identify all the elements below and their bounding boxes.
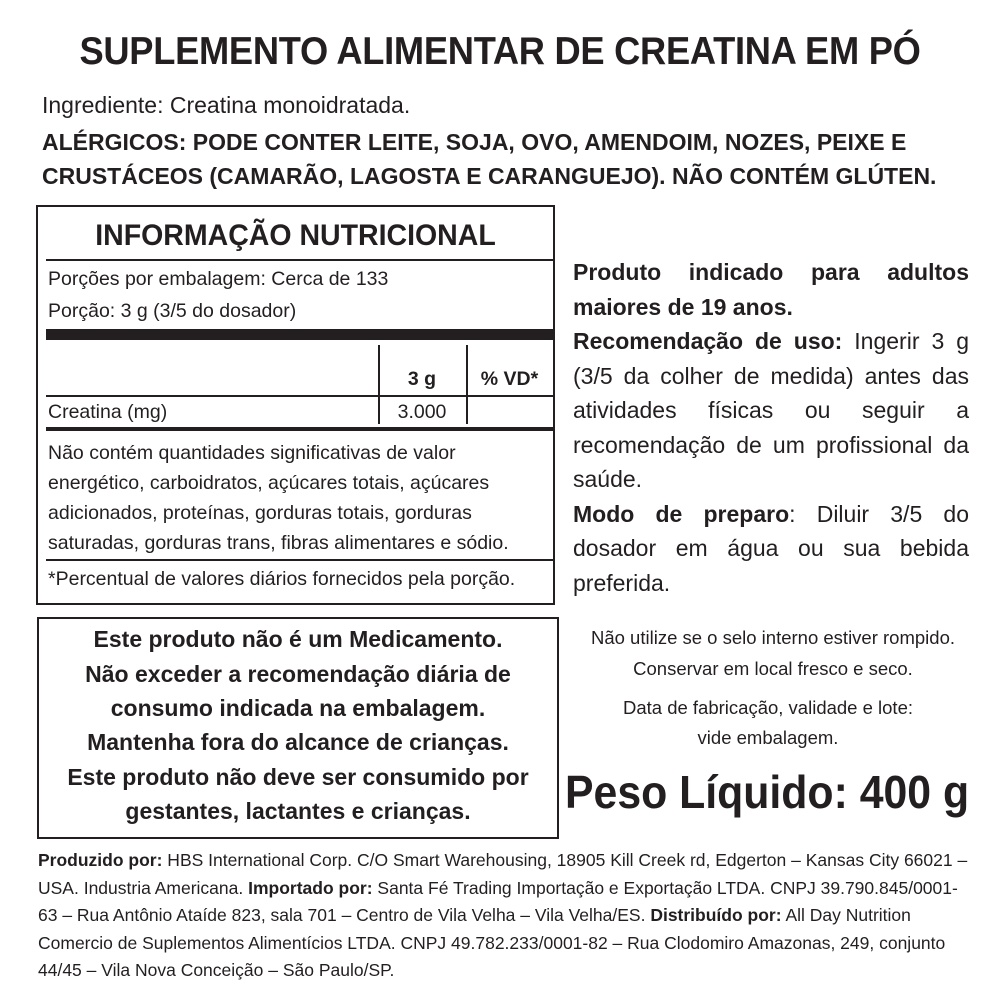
warning-line: Não exceder a recomendação diária de — [85, 661, 511, 687]
not-significant-line: Não contém quantidades significativas de valor — [48, 442, 456, 464]
indication-text: Produto indicado para adultos maiores de 19 anos. — [573, 259, 969, 320]
not-significant-line: adicionados, proteínas, gorduras totais, gorduras — [48, 502, 472, 524]
prep-text: : Diluir 3/5 do dosador em água ou sua bebida preferida. — [573, 500, 970, 596]
product-title: SUPLEMENTO ALIMENTAR DE CREATINA EM PÓ — [79, 30, 921, 73]
not-significant-line: saturadas, gorduras trans, fibras alimentares e sódio. — [48, 532, 509, 554]
prep-label: Modo de preparo — [573, 500, 790, 527]
date-note-2: vide embalagem. — [697, 727, 839, 748]
nutrition-footnote: *Percentual de valores diários fornecidos pela porção. — [48, 568, 516, 590]
warning-box — [37, 617, 559, 839]
storage-note: Conservar em local fresco e seco. — [633, 658, 913, 679]
divider — [46, 395, 553, 397]
produced-text: HBS International Corp. C/O Smart Warehousing, 18905 Kill Creek rd, Edgerton – Kansas City 66021 – USA. Industria Americana. — [38, 850, 968, 898]
warning-line: Este produto não deve ser consumido por — [67, 764, 529, 790]
manufacturer-info — [38, 847, 968, 985]
divider — [46, 259, 553, 261]
column-header-amount: 3 g — [407, 368, 437, 390]
net-weight: Peso Líquido: 400 g — [565, 766, 970, 818]
not-significant-text — [48, 438, 543, 558]
imported-label: Importado por: — [248, 877, 373, 898]
seal-warning: Não utilize se o selo interno estiver rompido. — [590, 627, 955, 648]
nutrition-table — [36, 205, 555, 605]
warning-line: Este produto não é um Medicamento. — [93, 626, 503, 652]
serving-size: Porção: 3 g (3/5 do dosador) — [48, 300, 297, 322]
column-header-vd: % VD* — [480, 368, 539, 390]
nutrition-title: INFORMAÇÃO NUTRICIONAL — [95, 219, 496, 252]
thick-divider — [46, 329, 553, 340]
distributed-text: All Day Nutrition Comercio de Suplementos Alimentícios LTDA. CNPJ 49.782.233/0001-82 – Rua Clodomiro Amazonas, 249, conjunto 44/45 – Vila Nova Conceição – São Paulo/SP. — [38, 905, 946, 980]
allergens-line-1: ALÉRGICOS: PODE CONTER LEITE, SOJA, OVO, AMENDOIM, NOZES, PEIXE E — [42, 129, 907, 155]
allergens-line-2: CRUSTÁCEOS (CAMARÃO, LAGOSTA E CARANGUEJO). NÃO CONTÉM GLÚTEN. — [42, 163, 937, 189]
nutrient-name: Creatina (mg) — [48, 401, 168, 423]
distributed-label: Distribuído por: — [650, 905, 782, 925]
servings-per-package: Porções por embalagem: Cerca de 133 — [48, 268, 389, 290]
date-note: Data de fabricação, validade e lote: — [622, 697, 914, 718]
warning-line: Mantenha fora do alcance de crianças. — [87, 729, 509, 755]
produced-label: Produzido por: — [38, 850, 163, 870]
warning-line: consumo indicada na embalagem. — [110, 695, 486, 721]
usage-info — [573, 255, 969, 600]
usage-label: Recomendação de uso: — [573, 328, 843, 354]
divider — [46, 559, 553, 561]
ingredient-text: Ingrediente: Creatina monoidratada. — [42, 92, 411, 118]
usage-text: Ingerir 3 g (3/5 da colher de medida) antes das atividades físicas ou seguir a recomendação de um profissional da saúde. — [573, 328, 969, 492]
not-significant-line: energético, carboidratos, açúcares totais, açúcares — [48, 472, 490, 494]
allergens-text — [42, 125, 972, 193]
warning-line: gestantes, lactantes e crianças. — [125, 798, 471, 824]
imported-text: Santa Fé Trading Importação e Exportação LTDA. CNPJ 39.790.845/0001-63 – Rua Antônio Ataíde 823, sala 701 – Centro de Vila Velha – Vila Velha/ES. — [38, 877, 958, 925]
nutrient-value: 3.000 — [397, 401, 447, 423]
divider — [46, 427, 553, 431]
